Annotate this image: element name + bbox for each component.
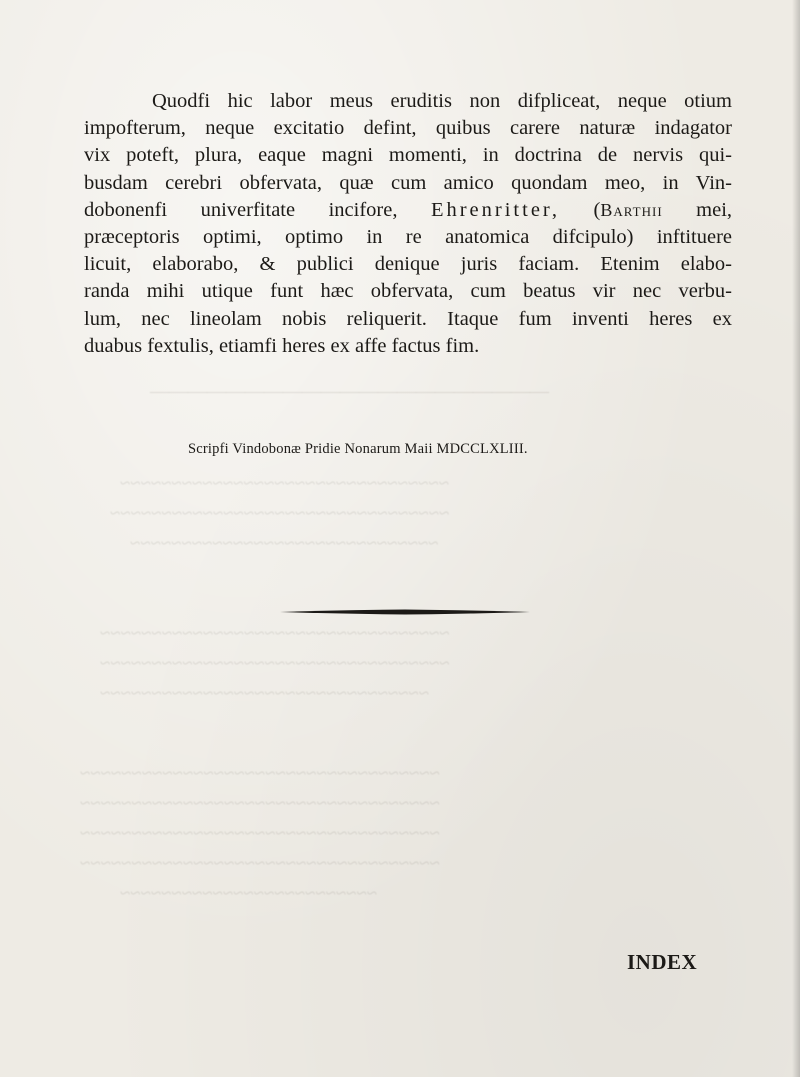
latin-paragraph <box>84 88 732 360</box>
text-line: busdam cerebri obfervata, quæ cum amico quondam meo, in Vin- <box>84 171 732 194</box>
name-barthii: Barthii <box>600 199 663 220</box>
text-line: duabus fextulis, etiamfi heres ex affe factus fim. <box>84 334 480 357</box>
text-line: randa mihi utique funt hæc obfervata, cum beatus vir nec verbu- <box>84 280 732 303</box>
page-edge-shadow <box>792 0 800 1077</box>
parenthesis: ( <box>593 198 601 221</box>
text-line: licuit, elaborabo, & publici denique juris faciam. Etenim elabo- <box>84 253 732 276</box>
text-line: vix poteft, plura, eaque magni momenti, in doctrina de nervis qui- <box>84 144 732 167</box>
bleed-through-text: ~~~~~~~~~~~~~~~~~~~~~~~~~~~~~~~~~ <box>110 503 450 524</box>
bleed-through-text: ~~~~~~~~~~~~~~~~~~~~~~~~~~~~~~~~~~~ <box>80 823 440 844</box>
bleed-through-text: ~~~~~~~~~~~~~~~~~~~~~~~~~~~~~~~~~~~ <box>80 763 440 784</box>
text-line-with-names <box>84 197 732 224</box>
bleed-through-text: ~~~~~~~~~~~~~~~~~~~~~~~~~~~~~~~~ <box>100 683 429 704</box>
bleed-through-text: ~~~~~~~~~~~~~~~~~~~~~~~~~ <box>120 883 377 904</box>
text-line: lum, nec lineolam nobis reliquerit. Itaque fum inventi heres ex <box>84 307 732 330</box>
catchword: INDEX <box>627 950 698 974</box>
bleed-through-text: ————————————————————— <box>150 381 549 402</box>
bleed-through-text: ~~~~~~~~~~~~~~~~~~~~~~~~~~~~~~~~~~ <box>100 623 450 644</box>
signature-date-line: Scripfi Vindobonæ Pridie Nonarum Maii MDCCLXLIII. <box>188 441 528 457</box>
name-ehrenritter: Ehrenritter, <box>430 198 561 221</box>
bleed-through-text: ~~~~~~~~~~~~~~~~~~~~~~~~~~~~~~~~~~ <box>100 653 450 674</box>
text-line: Quodfi hic labor meus eruditis non difpliceat, neque otium <box>152 90 732 112</box>
text-segment: dobonenfi univerfitate incifore, <box>84 198 398 221</box>
bleed-through-text: ~~~~~~~~~~~~~~~~~~~~~~~~~~~~~~~~~~~ <box>80 853 440 874</box>
text-segment: mei, <box>696 198 733 221</box>
text-line: præceptoris optimi, optimo in re anatomica difcipulo) inftituere <box>84 225 732 248</box>
bleed-through-text: ~~~~~~~~~~~~~~~~~~~~~~~~~~~~~~~~~~~ <box>80 793 440 814</box>
text-line: impofterum, neque excitatio defint, quibus carere naturæ indagator <box>84 117 732 140</box>
ornamental-rule <box>280 609 530 615</box>
bleed-through-text: ~~~~~~~~~~~~~~~~~~~~~~~~~~~~~~ <box>130 533 439 554</box>
bleed-through-text: ~~~~~~~~~~~~~~~~~~~~~~~~~~~~~~~~ <box>120 473 449 494</box>
